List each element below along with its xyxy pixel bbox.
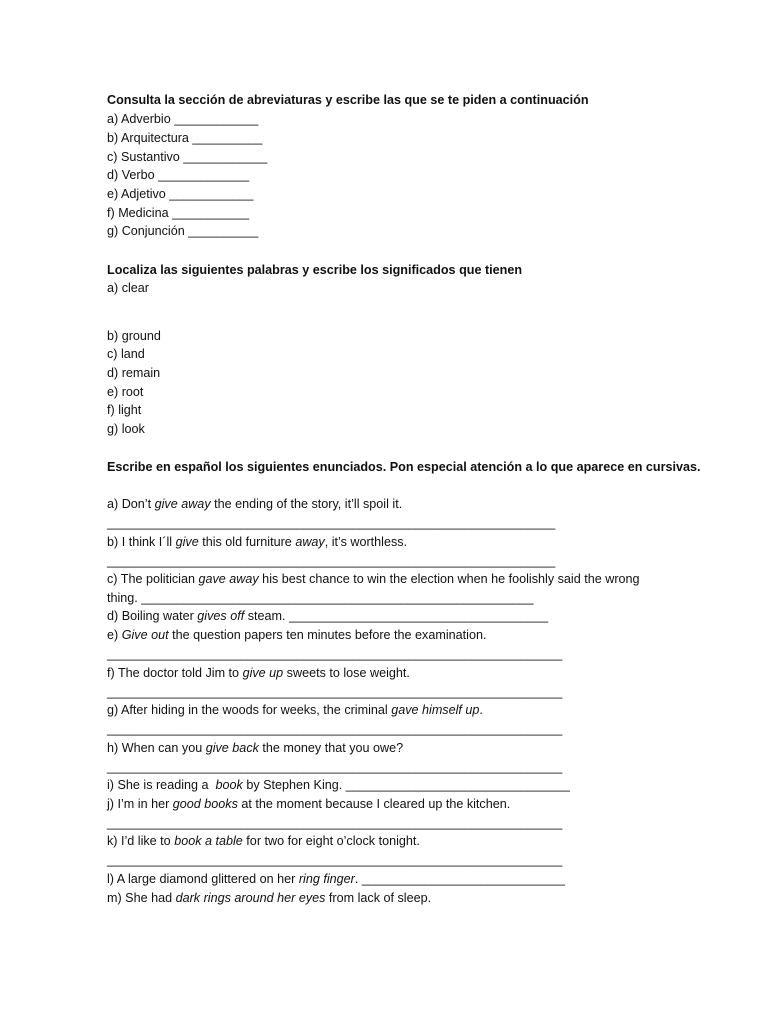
answer-line-e: _________________________________________________________________ <box>107 647 563 661</box>
answer-line-k: _________________________________________________________________ <box>107 853 563 867</box>
answer-line-b: ________________________________________________________________ <box>107 554 556 568</box>
answer-line-f: _________________________________________________________________ <box>107 685 563 699</box>
word-item-c: c) land <box>107 347 145 361</box>
abbrev-item-d: d) Verbo _____________ <box>107 168 250 182</box>
sentence-l: l) A large diamond glittered on her ring finger. _____________________________ <box>107 872 565 886</box>
abbrev-item-f: f) Medicina ___________ <box>107 206 250 220</box>
sentence-i: i) She is reading a book by Stephen King. ________________________________ <box>107 778 570 792</box>
sentence-h: h) When can you give back the money that you owe? <box>107 741 404 755</box>
abbrev-item-g: g) Conjunción __________ <box>107 224 259 238</box>
sentence-c: c) The politician gave away his best chance to win the election when he foolishly said the wrong <box>107 572 640 586</box>
word-item-d: d) remain <box>107 366 161 380</box>
word-item-f: f) light <box>107 403 142 417</box>
answer-line-g: _________________________________________________________________ <box>107 722 563 736</box>
abbrev-item-e: e) Adjetivo ____________ <box>107 187 254 201</box>
sentence-b: b) I think I´ll give this old furniture away, it’s worthless. <box>107 535 408 549</box>
abbrev-item-b: b) Arquitectura __________ <box>107 131 263 145</box>
sentence-k: k) I’d like to book a table for two for eight o’clock tonight. <box>107 834 420 848</box>
word-item-e: e) root <box>107 385 144 399</box>
answer-line-h: _________________________________________________________________ <box>107 760 563 774</box>
section2-heading: Localiza las siguientes palabras y escribe los significados que tienen <box>107 263 523 277</box>
sentence-g: g) After hiding in the woods for weeks, the criminal gave himself up. <box>107 703 483 717</box>
sentence-a: a) Don’t give away the ending of the story, it’ll spoil it. <box>107 497 403 511</box>
sentence-d: d) Boiling water gives off steam. _____________________________________ <box>107 609 549 623</box>
section1-heading: Consulta la sección de abreviaturas y escribe las que se te piden a continuación <box>107 93 589 107</box>
sentence-j: j) I’m in her good books at the moment because I cleared up the kitchen. <box>107 797 511 811</box>
sentence-m: m) She had dark rings around her eyes from lack of sleep. <box>107 891 432 905</box>
word-item-a: a) clear <box>107 281 149 295</box>
sentence-f: f) The doctor told Jim to give up sweets to lose weight. <box>107 666 410 680</box>
answer-line-a: ________________________________________________________________ <box>107 516 556 530</box>
abbrev-item-a: a) Adverbio ____________ <box>107 112 259 126</box>
answer-line-j: _________________________________________________________________ <box>107 816 563 830</box>
word-item-g: g) look <box>107 422 145 436</box>
word-item-b: b) ground <box>107 329 161 343</box>
sentence-c-continued: thing. ________________________________________________________ <box>107 591 534 605</box>
sentence-e: e) Give out the question papers ten minutes before the examination. <box>107 628 487 642</box>
abbrev-item-c: c) Sustantivo ____________ <box>107 150 268 164</box>
section3-heading: Escribe en español los siguientes enunciados. Pon especial atención a lo que aparece en cursivas. <box>107 460 701 474</box>
